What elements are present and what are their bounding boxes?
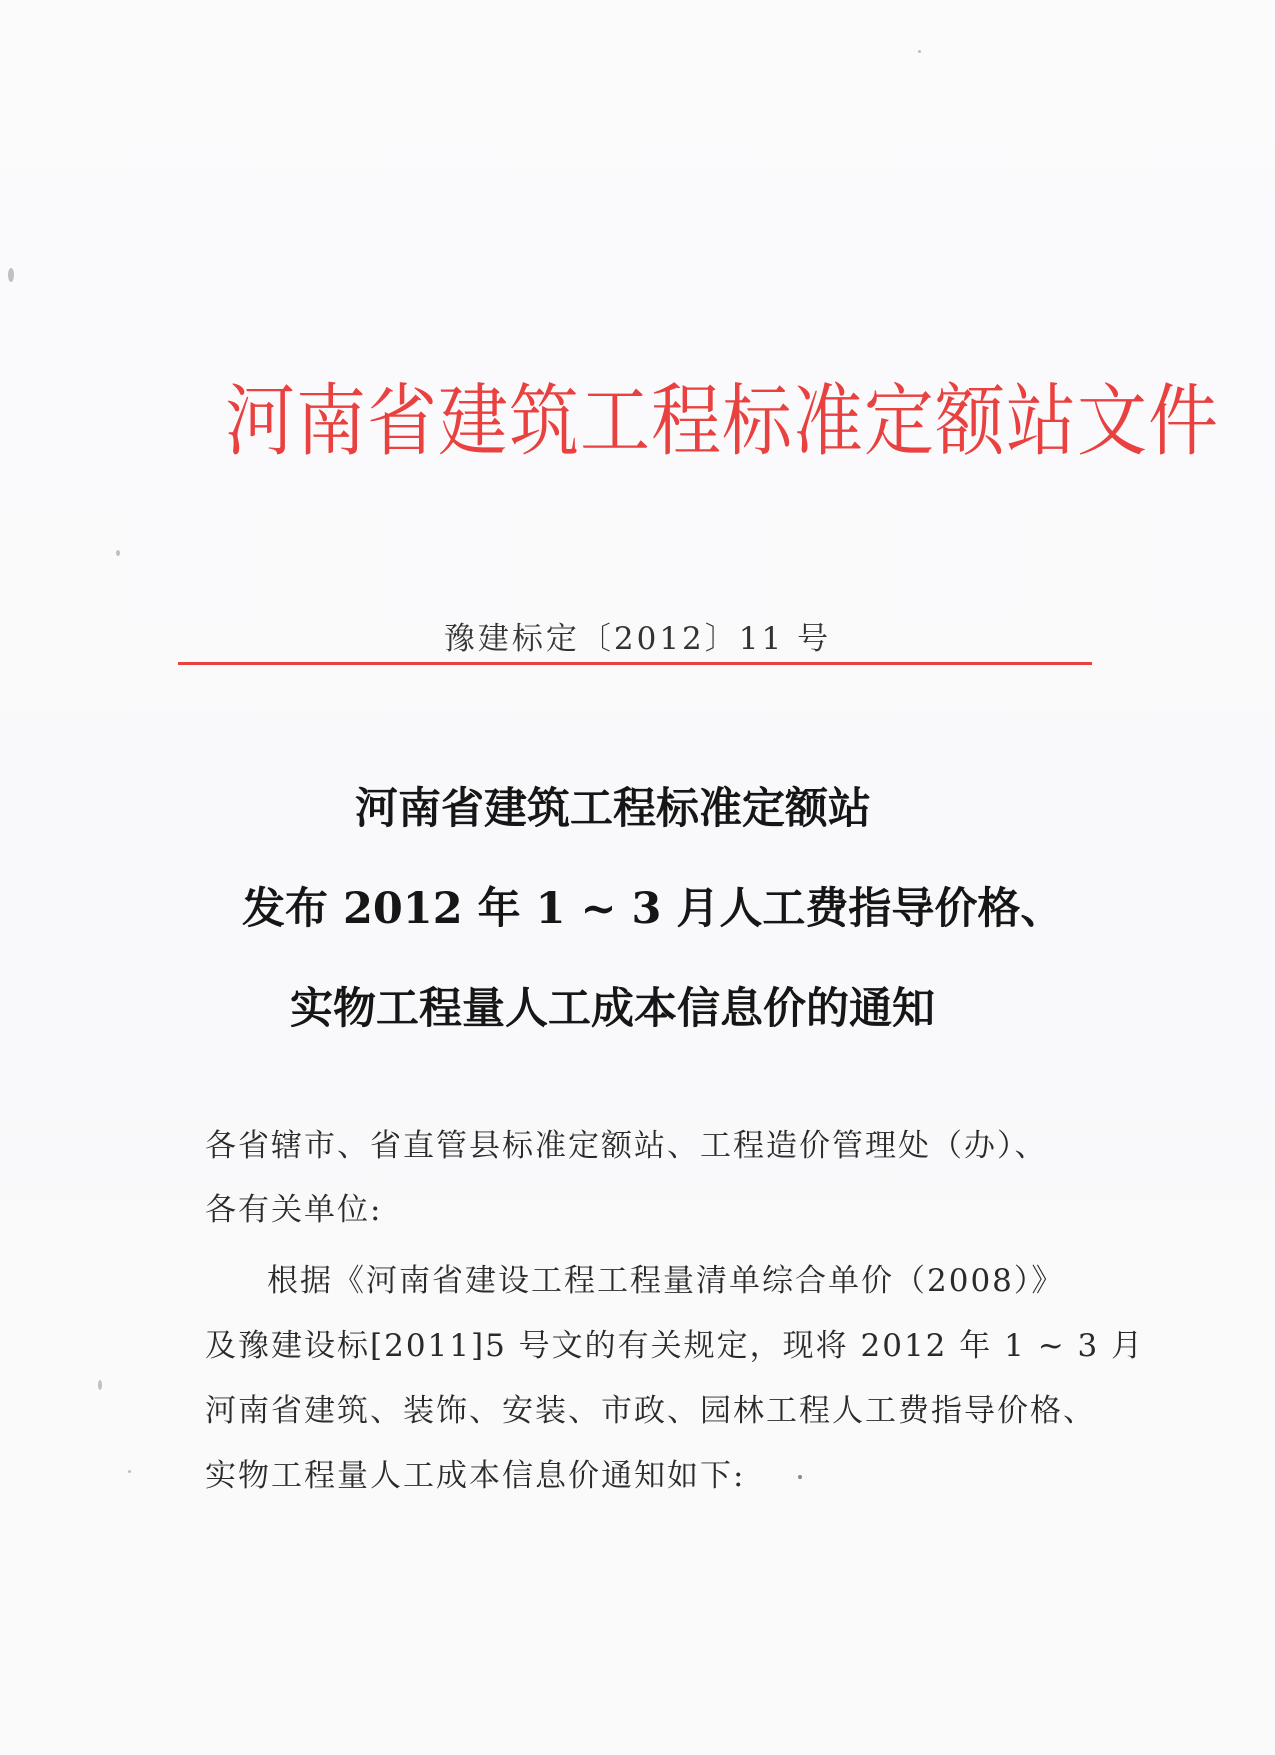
scan-speck bbox=[128, 1470, 131, 1473]
addressee-line-2: 各有关单位: bbox=[205, 1192, 383, 1228]
scan-speck bbox=[98, 1380, 102, 1390]
body-paragraph-line-3: 河南省建筑、装饰、安装、市政、园林工程人工费指导价格、 bbox=[205, 1393, 1096, 1429]
scan-speck bbox=[798, 1475, 802, 1479]
letterhead-title: 河南省建筑工程标准定额站文件 bbox=[225, 375, 1219, 467]
document-number: 豫建标定〔2012〕11 号 bbox=[443, 621, 832, 657]
scan-speck bbox=[8, 268, 14, 282]
body-paragraph-line-4: 实物工程量人工成本信息价通知如下: bbox=[205, 1458, 746, 1494]
letterhead-divider bbox=[178, 662, 1092, 665]
scan-speck bbox=[918, 50, 921, 53]
body-paragraph-line-2: 及豫建设标[2011]5 号文的有关规定，现将 2012 年 1 ~ 3 月 bbox=[205, 1328, 1145, 1364]
notice-title-line-2: 发布 2012 年 1 ~ 3 月人工费指导价格、 bbox=[242, 884, 1064, 934]
addressee-line-1: 各省辖市、省直管县标准定额站、工程造价管理处（办）、 bbox=[205, 1128, 1048, 1164]
notice-title-line-3: 实物工程量人工成本信息价的通知 bbox=[290, 984, 935, 1034]
body-paragraph-line-1: 根据《河南省建设工程工程量清单综合单价（2008）》 bbox=[267, 1263, 1065, 1299]
scan-speck bbox=[116, 550, 120, 556]
notice-title-line-1: 河南省建筑工程标准定额站 bbox=[355, 784, 871, 834]
